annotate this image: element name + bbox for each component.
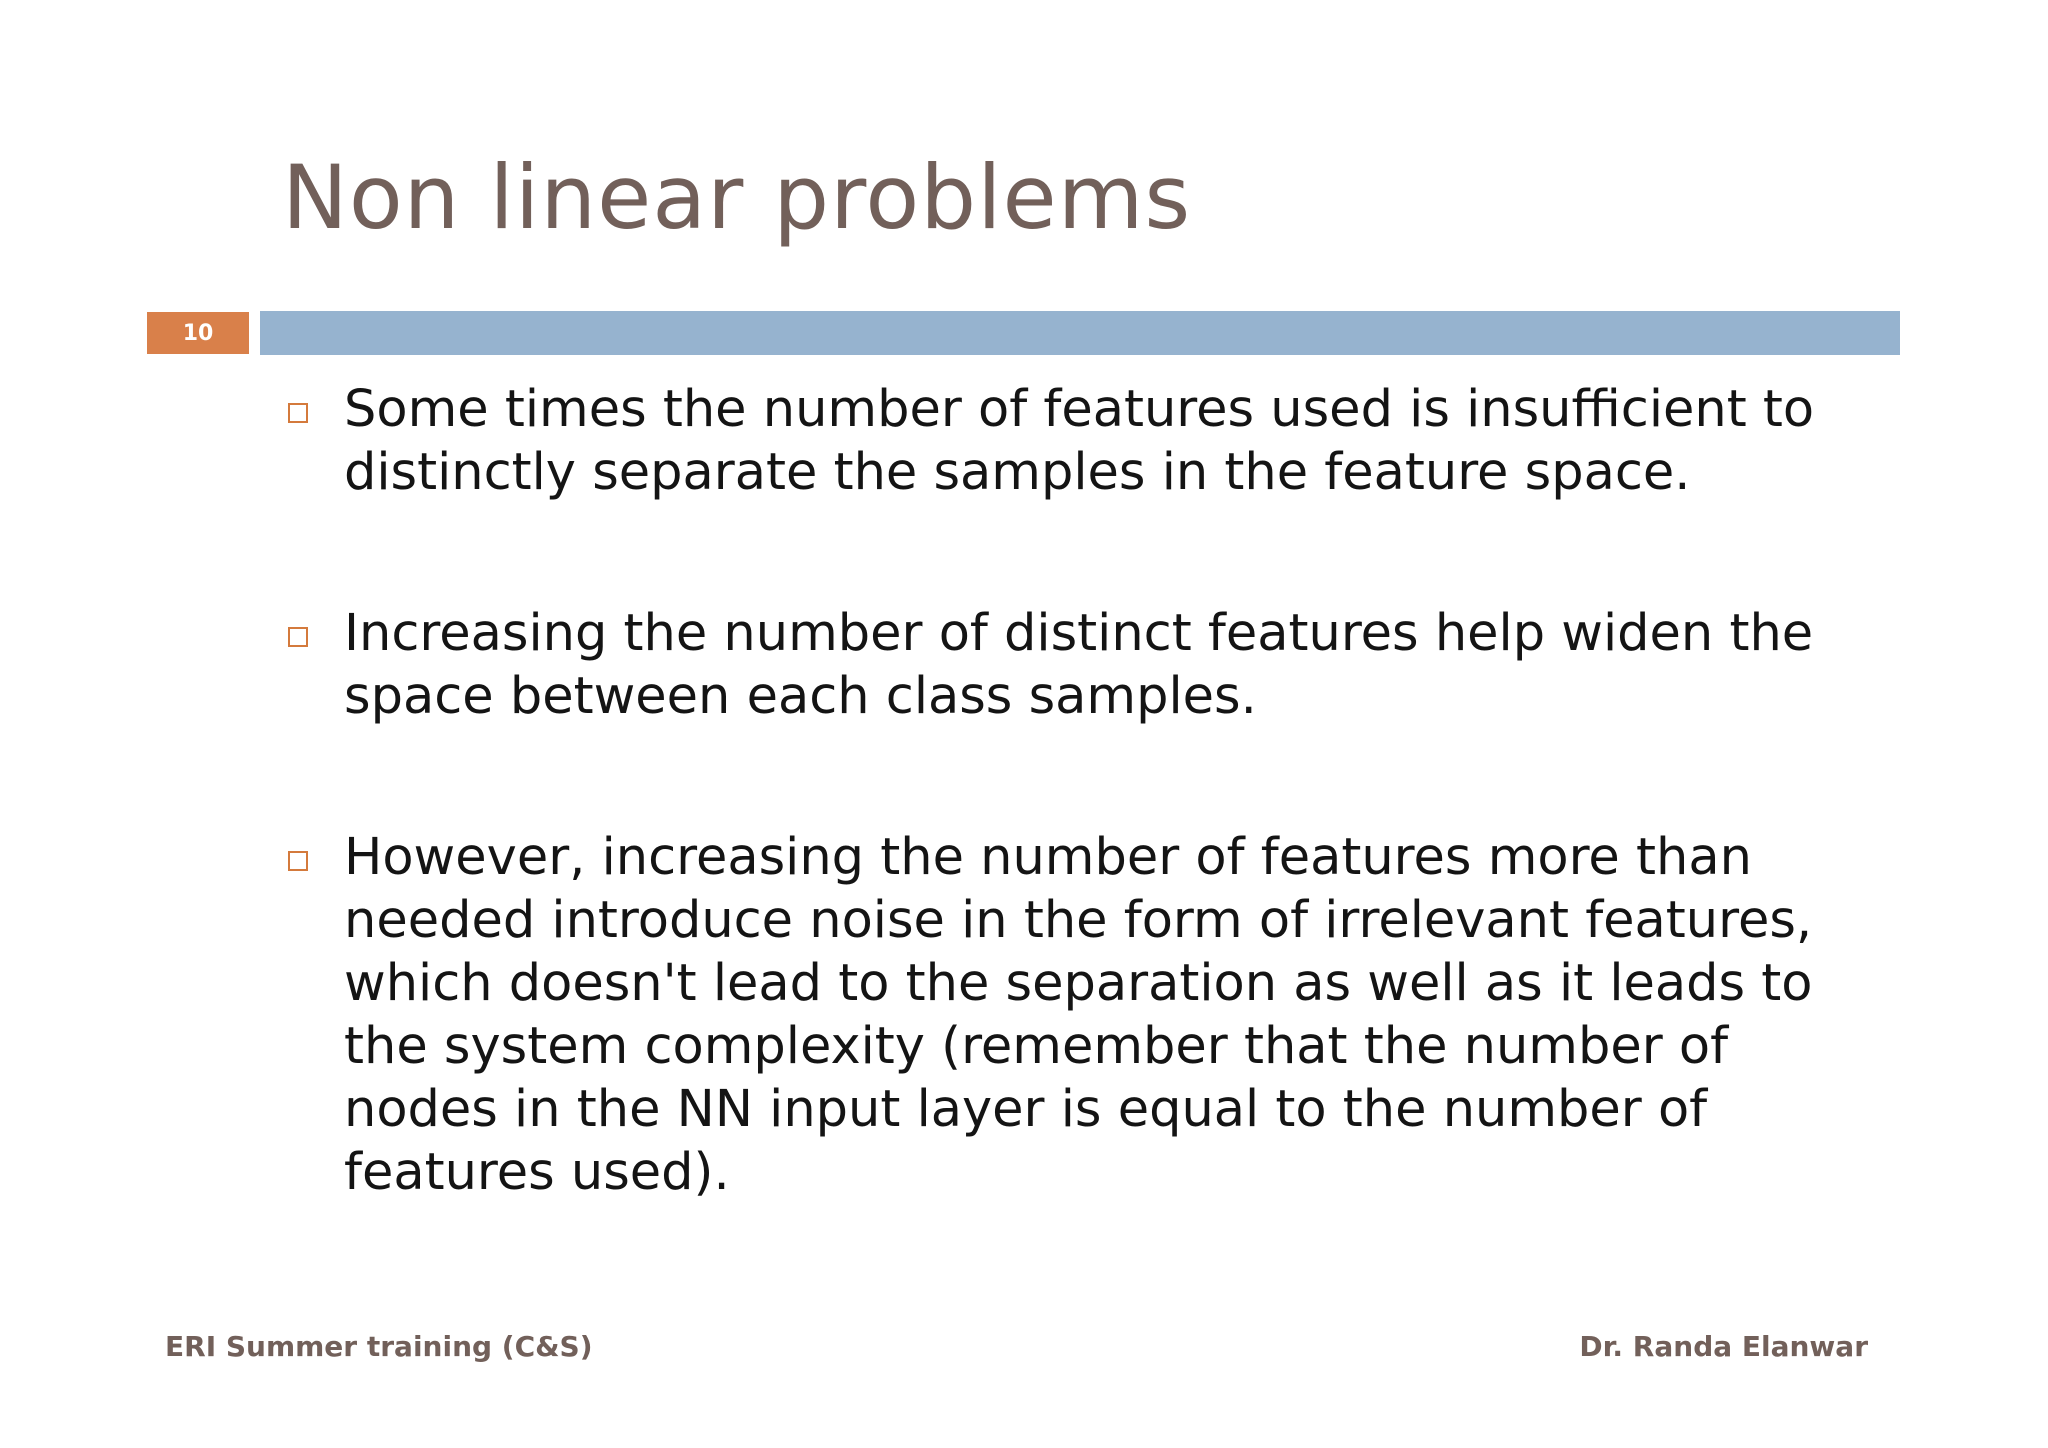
slide-title: Non linear problems (282, 146, 1192, 249)
footer-course: ERI Summer training (C&S) (165, 1330, 593, 1363)
bullet-text: Some times the number of features used is insufficient to distinctly separate the samples in the feature space. (344, 380, 1815, 502)
bullet-item (282, 826, 1842, 1204)
bullet-list (282, 378, 1842, 1204)
title-divider-bar (260, 311, 1900, 355)
footer-author: Dr. Randa Elanwar (1579, 1330, 1868, 1363)
square-bullet-icon (288, 627, 308, 647)
bullet-item (282, 602, 1842, 728)
slide-number-badge: 10 (147, 312, 249, 354)
square-bullet-icon (288, 851, 308, 871)
square-bullet-icon (288, 403, 308, 423)
bullet-text: However, increasing the number of features more than needed introduce noise in the form of irrelevant features, which doesn't lead to the separation as well as it leads to the system complexity (remember that the number of nodes in the NN input layer is equal to the number of features used). (344, 828, 1813, 1202)
bullet-text: Increasing the number of distinct features help widen the space between each class samples. (344, 604, 1814, 726)
bullet-item (282, 378, 1842, 504)
